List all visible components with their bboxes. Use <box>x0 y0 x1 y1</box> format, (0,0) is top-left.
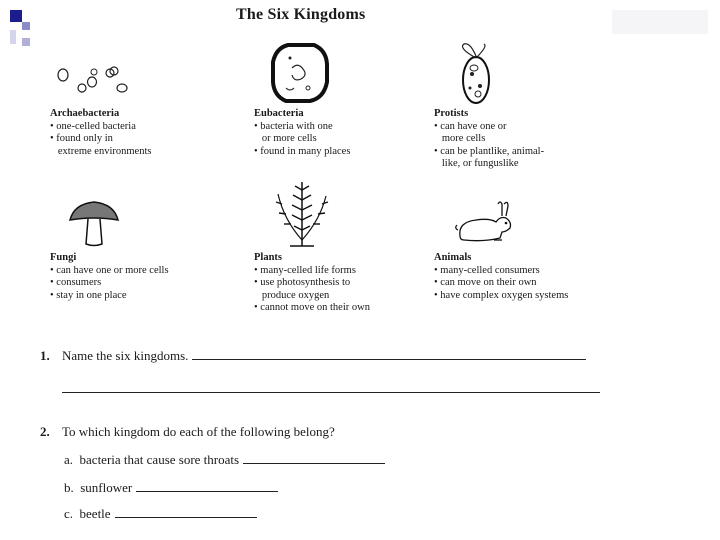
kingdom-trait: extreme environments <box>50 145 152 157</box>
kingdom-trait: • many-celled life forms <box>254 264 356 276</box>
ornament-square <box>22 22 30 30</box>
fern-plant-illustration <box>274 180 330 248</box>
faint-box <box>612 10 708 34</box>
kingdom-trait: • can be plantlike, animal- <box>434 145 545 157</box>
question-2b <box>64 480 278 496</box>
answer-line[interactable] <box>136 490 278 492</box>
kingdom-trait: • can have one or more cells <box>50 264 169 276</box>
kingdom-name: Eubacteria <box>254 108 304 119</box>
question-2c <box>64 506 257 522</box>
slide-ornament <box>8 8 32 48</box>
kingdom-animals <box>434 252 568 302</box>
question-text: Name the six kingdoms. <box>62 348 189 363</box>
protist-illustration <box>454 42 500 106</box>
kingdom-trait: • bacteria with one <box>254 120 333 132</box>
answer-line[interactable] <box>192 358 586 360</box>
archaebacteria-cells-illustration <box>52 62 132 102</box>
kingdom-traits <box>254 265 370 315</box>
item-letter: c. <box>64 506 74 521</box>
item-text: beetle <box>79 506 111 521</box>
kingdom-trait: • many-celled consumers <box>434 264 540 276</box>
kingdom-trait: like, or funguslike <box>434 158 519 169</box>
kingdom-traits <box>434 121 544 171</box>
kingdom-protists <box>434 108 544 171</box>
kingdom-name: Animals <box>434 252 472 263</box>
item-letter: b. <box>64 480 74 495</box>
kingdom-name: Archaebacteria <box>50 108 120 119</box>
rabbit-illustration <box>454 200 516 246</box>
kingdom-trait: • found in many places <box>254 145 351 157</box>
answer-line[interactable] <box>115 516 257 518</box>
item-text: bacteria that cause sore throats <box>79 452 240 467</box>
kingdom-traits <box>50 121 151 159</box>
question-2 <box>40 424 335 440</box>
answer-line[interactable] <box>62 392 600 393</box>
kingdom-traits <box>254 121 350 159</box>
ornament-square <box>10 30 16 44</box>
kingdom-archaebacteria <box>50 108 151 158</box>
eubacteria-cell-illustration <box>270 42 330 104</box>
kingdom-trait: • stay in one place <box>50 289 127 301</box>
kingdom-name: Fungi <box>50 252 77 263</box>
kingdom-trait: • found only in <box>50 133 113 144</box>
kingdom-name: Plants <box>254 252 283 263</box>
kingdom-plants <box>254 252 370 315</box>
kingdom-trait: • can move on their own <box>434 277 537 288</box>
question-text: To which kingdom do each of the following belong? <box>62 424 335 439</box>
kingdom-trait: • use photosynthesis to <box>254 277 351 288</box>
kingdom-trait: or more cells <box>254 133 317 144</box>
kingdom-traits <box>434 265 568 303</box>
question-number: 2. <box>40 424 50 439</box>
page-title: The Six Kingdoms <box>236 6 366 23</box>
kingdom-eubacteria <box>254 108 350 158</box>
item-text: sunflower <box>80 480 133 495</box>
ornament-square <box>22 38 30 46</box>
kingdom-trait: • cannot move on their own <box>254 302 370 313</box>
kingdom-name: Protists <box>434 108 469 119</box>
kingdom-trait: • can have one or <box>434 120 507 132</box>
kingdom-trait: • one-celled bacteria <box>50 120 136 132</box>
question-2a <box>64 452 385 468</box>
kingdom-trait: produce oxygen <box>254 289 330 301</box>
question-number: 1. <box>40 348 50 363</box>
answer-line[interactable] <box>243 462 385 464</box>
mushroom-illustration <box>66 198 122 248</box>
kingdom-fungi <box>50 252 169 302</box>
ornament-square <box>10 10 22 22</box>
kingdom-trait: • have complex oxygen systems <box>434 289 569 301</box>
item-letter: a. <box>64 452 74 467</box>
kingdom-trait: • consumers <box>50 277 102 288</box>
question-1 <box>40 348 586 364</box>
kingdom-trait: more cells <box>434 133 486 144</box>
kingdom-traits <box>50 265 169 303</box>
